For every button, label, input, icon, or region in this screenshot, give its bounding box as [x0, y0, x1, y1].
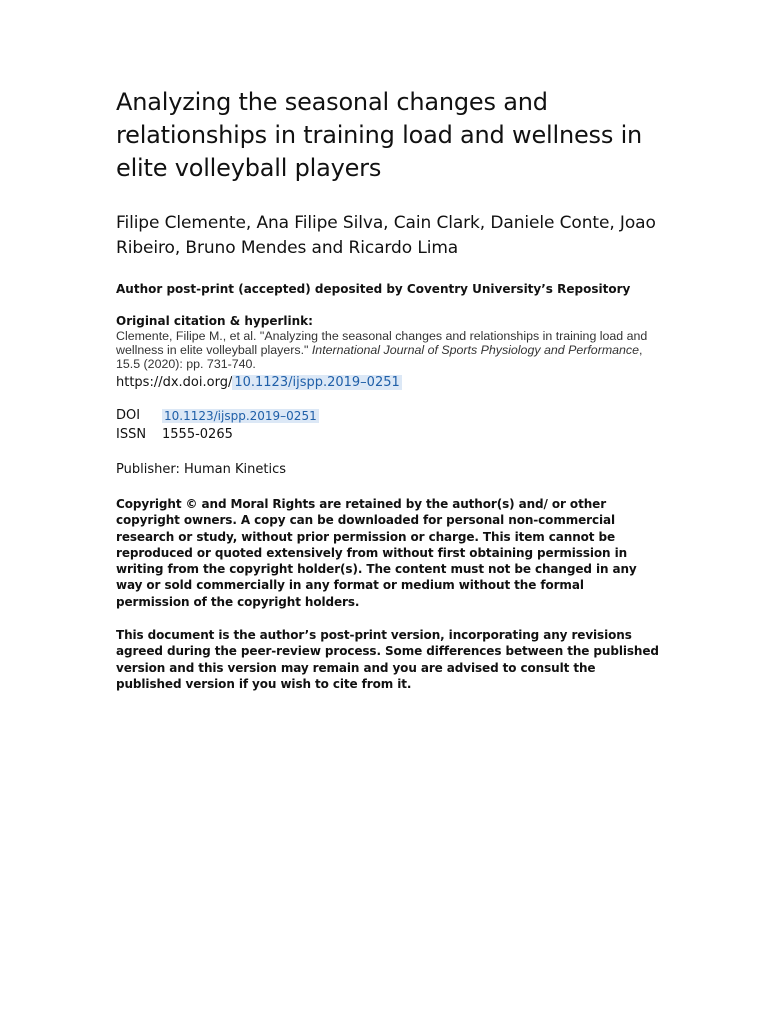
issn-value: 1555-0265	[162, 427, 233, 442]
url-prefix: https://dx.doi.org/	[116, 375, 233, 390]
journal-name: International Journal of Sports Physiology and Performance	[311, 343, 640, 357]
citation-heading: Original citation & hyperlink:	[116, 314, 313, 328]
doi-row	[116, 407, 661, 426]
author-list: Filipe Clemente, Ana Filipe Silva, Cain Clark, Daniele Conte, Joao Ribeiro, Bruno Mendes and Ricardo Lima	[116, 213, 656, 258]
citation-text-end: , 15.5 (2020): pp. 731-740.	[116, 343, 643, 371]
citation-url	[116, 374, 661, 391]
issn-label: ISSN	[116, 427, 147, 442]
doi-link[interactable]: 10.1123/ijspp.2019–0251	[164, 409, 317, 423]
issn-row	[116, 426, 661, 444]
document-page	[116, 86, 661, 692]
publisher-line: Publisher: Human Kinetics	[116, 462, 286, 477]
paper-title: Analyzing the seasonal changes and relationships in training load and wellness in elite volleyball players	[116, 88, 643, 182]
citation-text-start: Clemente, Filipe M., et al. "Analyzing the seasonal changes and relationships in training load and wellness in elite volleyball players."	[116, 329, 648, 357]
copyright-paragraph: Copyright © and Moral Rights are retained by the author(s) and/ or other copyright owners. A copy can be downloaded for personal non-commercial research or study, without prior permission or charge. This item cannot be reproduced or quoted extensively from without first obtaining permission in writing from the copyright holder(s). The content must not be changed in any way or sold commercially in any format or medium without the formal permission of the copyright holders.	[116, 497, 637, 609]
doi-label: DOI	[116, 408, 141, 423]
citation-text	[116, 329, 661, 371]
doi-value-cell	[162, 407, 319, 426]
doi-hyperlink[interactable]: 10.1123/ijspp.2019–0251	[234, 375, 400, 390]
postprint-paragraph: This document is the author’s post-print version, incorporating any revisions agreed during the peer-review process. Some differences between the published version and this version may remain and you are advised to consult the published version if you wish to cite from it.	[116, 628, 659, 691]
metadata-table	[116, 407, 661, 444]
deposit-note: Author post-print (accepted) deposited by Coventry University’s Repository	[116, 282, 631, 296]
